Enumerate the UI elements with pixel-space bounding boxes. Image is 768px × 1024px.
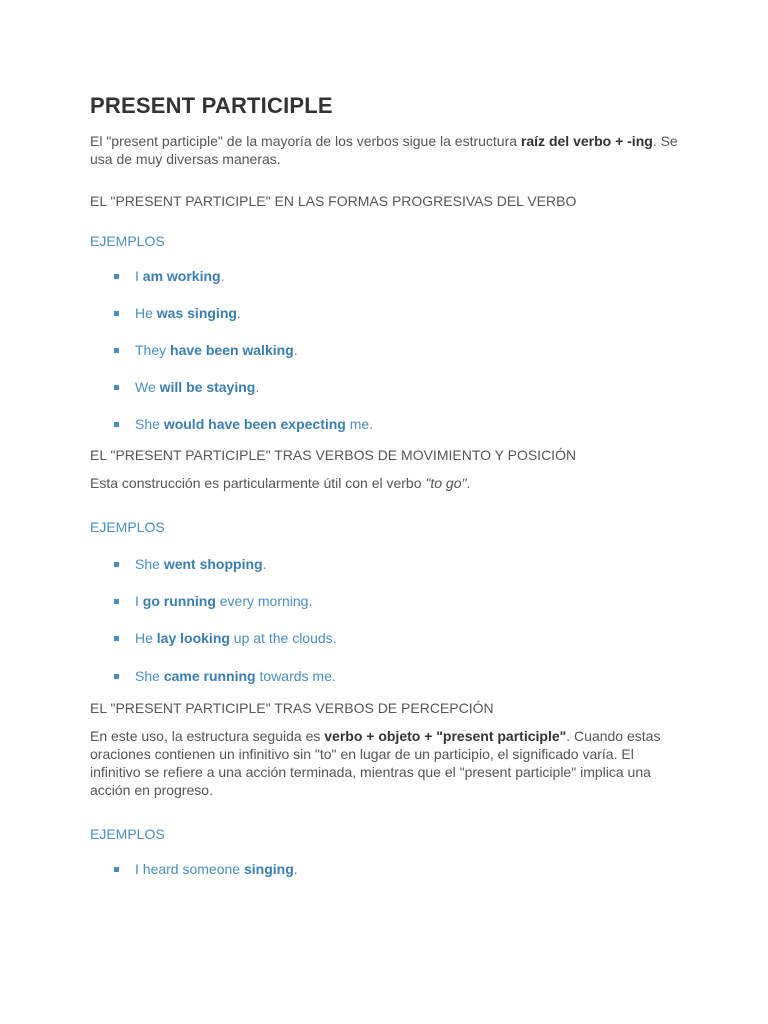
- list-item: They have been walking.: [90, 341, 680, 359]
- bullet-icon: [114, 562, 119, 567]
- section-description: Esta construcción es particularmente útil con el verbo "to go".: [90, 475, 471, 491]
- intro-bold: raíz del verbo + -ing: [520, 133, 653, 149]
- list-item: She came running towards me.: [90, 667, 680, 685]
- document-content: [90, 92, 680, 878]
- list-item: I heard someone singing.: [90, 860, 680, 878]
- intro-text: El "present participle" de la mayoría de los verbos sigue la estructura: [90, 133, 521, 149]
- intro-text-end: . Se usa de muy diversas maneras.: [90, 133, 678, 167]
- bullet-icon: [114, 385, 119, 390]
- list-item: We will be staying.: [90, 378, 680, 396]
- list-item: He was singing.: [90, 304, 680, 322]
- section-description: En este uso, la estructura seguida es verbo + objeto + "present participle". Cuando estas oraciones contienen un infinitivo sin "to" en lugar de un participio, el significado varía. El infinitivo se refiere a una acción terminada, mientras que el "present participle" implica una acción en progreso.: [90, 728, 661, 798]
- list-item: She went shopping.: [90, 555, 680, 573]
- section-heading-movement: EL "PRESENT PARTICIPLE" TRAS VERBOS DE MOVIMIENTO Y POSICIÓN: [90, 447, 577, 463]
- bullet-icon: [114, 674, 119, 679]
- bullet-icon: [114, 348, 119, 353]
- examples-list: [90, 860, 680, 878]
- bullet-icon: [114, 274, 119, 279]
- section-heading-perception: EL "PRESENT PARTICIPLE" TRAS VERBOS DE PERCEPCIÓN: [90, 700, 494, 716]
- bullet-icon: [114, 422, 119, 427]
- examples-label: EJEMPLOS: [90, 233, 165, 249]
- intro-paragraph: [90, 132, 680, 168]
- bullet-icon: [114, 599, 119, 604]
- examples-list: [90, 267, 680, 433]
- examples-label: EJEMPLOS: [90, 826, 165, 842]
- bullet-icon: [114, 636, 119, 641]
- list-item: I go running every morning.: [90, 592, 680, 610]
- bullet-icon: [114, 311, 119, 316]
- list-item: He lay looking up at the clouds.: [90, 629, 680, 647]
- section-heading-progressive: EL "PRESENT PARTICIPLE" EN LAS FORMAS PROGRESIVAS DEL VERBO: [90, 193, 577, 209]
- examples-label: EJEMPLOS: [90, 519, 165, 535]
- bullet-icon: [114, 867, 119, 872]
- list-item: I am working.: [90, 267, 680, 285]
- examples-list: [90, 555, 680, 685]
- page-title: PRESENT PARTICIPLE: [90, 93, 333, 118]
- list-item: She would have been expecting me.: [90, 415, 680, 433]
